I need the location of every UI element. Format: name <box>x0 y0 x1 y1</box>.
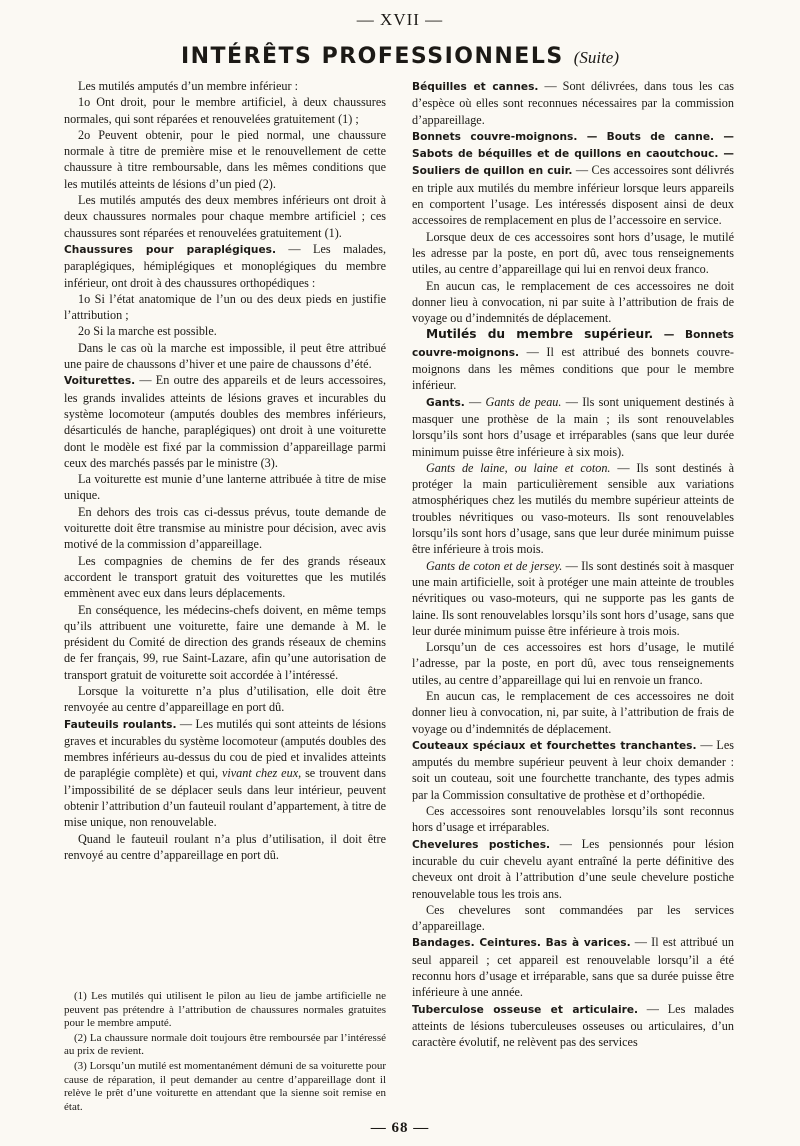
paragraph: En aucun cas, le remplacement de ces accessoires ne doit donner lieu à convocation, ni, par suite, à l’attribution de frais de voyage ou d’indemnités de déplacement. <box>412 688 734 736</box>
paragraph-tuberculose: Tuberculose osseuse et articulaire. — Les malades atteints de lésions tuberculeuses osseuses ou articulaires, d’un caractère évolutif, ne relèvent pas des services <box>412 1001 734 1050</box>
paragraph-gants-coton: Gants de coton et de jersey. — Ils sont destinés soit à masquer une main artificielle, soit à protéger une main atteinte de troubles névritiques ou vaso-moteurs, qui ne supporte pas les gants de laine. Ils sont renouvelables lorsqu’ils sont hors d’usage, sans que leur durée minimum puisse être inférieure à trois mois. <box>412 558 734 638</box>
page-number: — 68 — <box>370 1120 430 1136</box>
paragraph: Les compagnies de chemins de fer des grands réseaux accordent le transport gratuit des voiturettes que les mutilés emmènent avec eux dans leurs déplacements. <box>64 553 386 601</box>
paragraph: Quand le fauteuil roulant n’a plus d’utilisation, il doit être renvoyé au centre d’appareillage en port dû. <box>64 831 386 862</box>
paragraph: 1o Ont droit, pour le membre artificiel, à deux chaussures normales, qui sont réparées et renouvelées gratuitement (1) ; <box>64 95 386 126</box>
footnotes <box>64 990 386 1115</box>
paragraph-gants: Gants. — Gants de peau. — Ils sont uniquement destinés à masquer une prothèse de la main ; ils sont renouvelables lorsqu’ils sont hors d’usage et irréparables (sans que leur durée minimum puisse être inférieure à six mois). <box>412 394 735 459</box>
paragraph-chaussures: Chaussures pour paraplégiques. — Les malades, paraplégiques, hémiplégiques et monoplégiques du membre inférieur, ont droit à des chaussures orthopédiques : <box>64 241 386 290</box>
paragraph: En aucun cas, le remplacement de ces accessoires ne doit donner lieu à convocation, ni par suite à l’attribution de frais de voyage ou d’indemnités de déplacement. <box>412 278 734 326</box>
paragraph-gants-laine: Gants de laine, ou laine et coton. — Ils sont destinés à protéger la main particulièrement sensible aux variations atmosphériques chez les mutilés du membre supérieur atteints de troubles névritiques ou vaso-moteurs. Ils sont renouvelables lorsqu’ils sont hors d’usage, sans que leur durée minimum puisse être inférieure à trois mois. <box>412 460 734 557</box>
paragraph: Dans le cas où la marche est impossible, il peut être attribué une paire de chaussons d’hiver et une paire de chaussons d’été. <box>64 340 386 372</box>
paragraph: 2o Peuvent obtenir, pour le pied normal, une chaussure normale à titre de première mise et le renouvellement de cette chaussure à titre remboursable, dans les mêmes conditions que les mutilés atteints de lésions d’un pied (2). <box>64 127 386 191</box>
section-label: Couteaux spéciaux et fourchettes tranchantes. <box>412 739 697 752</box>
left-column <box>64 78 386 863</box>
paragraph: Les mutilés amputés des deux membres inférieurs ont droit à deux chaussures normales pour chaque membre artificiel ; ces chaussures sont réparées et renouvelées gratuitement (1). <box>64 193 386 240</box>
section-label: Bandages. Ceintures. Bas à varices. <box>412 937 631 950</box>
section-label: Bonnets couvre-moignons. — Bouts de canne. — Sabots de béquilles et de quillons en caoutchouc. — Souliers de quillon en cuir. <box>412 130 734 178</box>
paragraph-fauteuils: Fauteuils roulants. — Les mutilés qui sont atteints de lésions graves et incurables du système locomoteur (amputés doubles des membres inférieurs au-dessus du cou de pied et invalides atteints de paraplégie complète) et qui, vivant chez eux, se trouvent dans l’impossibilité de se déplacer seuls dans leur intérieur, peuvent obtenir l’attribution d’un fauteuil roulant d’appartement, à titre de mise unique, non renouvelable. <box>64 716 386 830</box>
paragraph: La voiturette est munie d’une lanterne attribuée à titre de mise unique. <box>64 472 386 503</box>
heading-suite: (Suite) <box>573 48 620 67</box>
section-label: Mutilés du membre supérieur. <box>426 327 654 342</box>
footnote: (1) Les mutilés qui utilisent le pilon au lieu de jambe artificielle ne peuvent pas prétendre à l’attribution de chaussures normales gratuites pour le membre amputé. <box>64 990 386 1030</box>
heading-title: INTÉRÊTS PROFESSIONNELS <box>180 44 564 69</box>
section-label: Voiturettes. <box>64 375 136 388</box>
paragraph-membre-superieur: Mutilés du membre supérieur. — Bonnets couvre-moignons. — Il est attribué des bonnets couvre-moignons dans les mêmes conditions que pour le membre inférieur. <box>412 327 734 393</box>
paragraph: En dehors des trois cas ci-dessus prévus, toute demande de voiturette doit être transmise au ministre pour décision, avec avis motivé de la commission d’appareillage. <box>64 504 386 552</box>
paragraph-chevelures: Chevelures postiches. — Les pensionnés pour lésion incurable du cuir chevelu ayant entraîné la perte définitive des cheveux ont droit à l’attribution d’une seule chevelure postiche renouvelable tous les trois ans. <box>412 836 734 901</box>
section-heading <box>0 44 800 69</box>
paragraph-bonnets: Bonnets couvre-moignons. — Bouts de canne. — Sabots de béquilles et de quillons en caoutchouc. — Souliers de quillon en cuir. — Ces accessoires sont délivrés en triple aux mutilés du membre inférieur lorsque leurs appareils en comportent l’usage. Les intéressés disposent ainsi de deux accessoires de remplacement en plus de l’accessoire en service. <box>412 130 734 228</box>
paragraph: Ces accessoires sont renouvelables lorsqu’ils sont reconnus hors d’usage et irréparables. <box>412 804 734 835</box>
paragraph: Ces chevelures sont commandées par les services d’appareillage. <box>412 902 734 934</box>
paragraph-voiturettes: Voiturettes. — En outre des appareils et de leurs accessoires, les grands invalides atteints de lésions graves et incurables du système locomoteur (amputés doubles des membres inférieurs, désarticulés de hanche, paraplégiques) ont droit à une voiturette dont le modèle est fixé par la commission d’appareillage parmi ceux des marchés passés par le ministre (3). <box>64 373 386 470</box>
paragraph: Lorsque deux de ces accessoires sont hors d’usage, le mutilé les adresse par la poste, en port dû, avec tous renseignements utiles, au centre d’appareillage qui lui en renvoi deux franco. <box>412 229 734 277</box>
section-label: Fauteuils roulants. <box>64 718 177 731</box>
paragraph: 2o Si la marche est possible. <box>78 324 217 339</box>
paragraph: Lorsqu’un de ces accessoires est hors d’usage, le mutilé l’adresse, par la poste, en port dû, avec tous renseignements utiles, au centre d’appareillage qui lui en renvoie un franco. <box>412 640 734 687</box>
paragraph-bandages: Bandages. Ceintures. Bas à varices. — Il est attribué un seul appareil ; cet appareil est renouvelable lorsqu’il a été reconnu hors d’usage et irréparable, sans que sa durée puisse être inférieure à une année. <box>412 935 734 1000</box>
roman-page-number: — XVII — <box>356 10 444 29</box>
section-label: Tuberculose osseuse et articulaire. <box>412 1003 639 1016</box>
section-label: Chevelures postiches. <box>412 838 551 851</box>
paragraph-couteaux: Couteaux spéciaux et fourchettes tranchantes. — Les amputés du membre supérieur peuvent à leur choix demander : soit un couteau, soit une fourchette tranchante, des types admis par la Commission consultative de prothèse et d’orthopédie. <box>412 737 734 802</box>
paragraph: Les mutilés amputés d’un membre inférieur : <box>78 79 298 93</box>
paragraph-bequilles: Béquilles et cannes. — Sont délivrées, dans tous les cas d’espèce où elles sont reconnues nécessaires par la commission d’appareillage. <box>412 79 734 127</box>
paragraph: Lorsque la voiturette n’a plus d’utilisation, elle doit être renvoyée au centre d’appareillage en port dû. <box>64 683 386 715</box>
paragraph: 1o Si l’état anatomique de l’un ou des deux pieds en justifie l’attribution ; <box>64 291 386 323</box>
footnote: (2) La chaussure normale doit toujours être remboursée par l’intéressé au prix de revient. <box>64 1031 386 1058</box>
section-label: Béquilles et cannes. <box>412 81 539 93</box>
footnote: (3) Lorsqu’un mutilé est momentanément démuni de sa voiturette pour cause de réparation, il peut demander au centre d’appareillage dont il relève le prêt d’une voiturette en attendant que la sienne soit remise en état. <box>64 1059 386 1113</box>
section-label: Gants. <box>426 396 465 409</box>
section-label: Chaussures pour paraplégiques. <box>64 243 276 256</box>
right-column <box>412 78 734 1051</box>
paragraph: En conséquence, les médecins-chefs doivent, en même temps qu’ils attribuent une voiturette, faire une demande à M. le président du Comité de direction des grands réseaux de chemins de fer français, 99, rue Saint-Lazare, afin qu’une autorisation de transport gratuit de voiturette soit accordée à l’intéressé. <box>64 602 386 682</box>
